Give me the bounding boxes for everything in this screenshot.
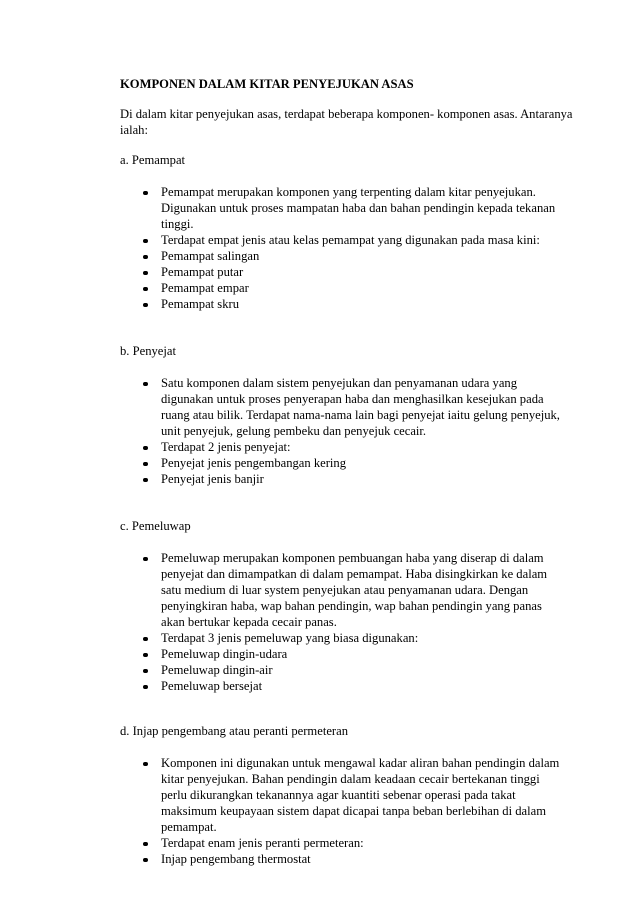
section-heading: c. Pemeluwap — [120, 519, 191, 533]
list-item — [120, 264, 561, 280]
bullet-icon — [143, 446, 148, 451]
section-heading: a. Pemampat — [120, 153, 186, 167]
list-item-text: Injap pengembang thermostat — [161, 852, 311, 866]
bullet-icon — [143, 637, 148, 642]
bullet-icon — [143, 382, 148, 387]
document-page — [120, 76, 575, 867]
section-pemampat — [120, 152, 575, 312]
bullet-icon — [143, 255, 148, 260]
list-item — [120, 232, 561, 248]
list-item-text: Pemampat salingan — [161, 249, 260, 263]
list-item — [120, 248, 561, 264]
list-item — [120, 630, 561, 646]
bullet-icon — [143, 842, 148, 847]
bullet-icon — [143, 557, 148, 562]
list-item-text: Pemeluwap merupakan komponen pembuangan haba yang diserap di dalam penyejat dan dimampatkan di dalam pemampat. Haba disingkirkan ke dalam satu medium di luar system penyejukan atau penyamanan udara. Dengan penyingkiran haba, wap bahan pendingin, wap bahan pendingin yang panas akan bertukar kepada cecair panas. — [161, 551, 548, 629]
intro-paragraph: Di dalam kitar penyejukan asas, terdapat beberapa komponen- komponen asas. Antaranya ialah: — [120, 107, 573, 137]
bullet-icon — [143, 858, 148, 863]
list-item — [120, 280, 561, 296]
section-penyejat — [120, 343, 575, 487]
list-item — [120, 439, 561, 455]
list-item — [120, 662, 561, 678]
bullet-list — [120, 375, 575, 487]
bullet-icon — [143, 303, 148, 308]
list-item — [120, 835, 561, 851]
list-item-text: Pemampat putar — [161, 265, 244, 279]
bullet-icon — [143, 287, 148, 292]
list-item — [120, 184, 561, 232]
bullet-icon — [143, 271, 148, 276]
list-item-text: Terdapat empat jenis atau kelas pemampat yang digunakan pada masa kini: — [161, 233, 540, 247]
list-item-text: Pemampat merupakan komponen yang terpenting dalam kitar penyejukan. Digunakan untuk proses mampatan haba dan bahan pendingin kepada tekanan tinggi. — [161, 185, 556, 231]
list-item-text: Penyejat jenis pengembangan kering — [161, 456, 347, 470]
bullet-icon — [143, 762, 148, 767]
bullet-list — [120, 184, 575, 312]
list-item — [120, 851, 561, 867]
list-item — [120, 646, 561, 662]
bullet-list — [120, 550, 575, 694]
section-pemeluwap — [120, 518, 575, 694]
list-item — [120, 755, 561, 835]
list-item — [120, 471, 561, 487]
section-spacer — [120, 312, 575, 343]
list-item-text: Terdapat 3 jenis pemeluwap yang biasa digunakan: — [161, 631, 419, 645]
bullet-icon — [143, 653, 148, 658]
list-item-text: Pemampat skru — [161, 297, 239, 311]
list-item-text: Pemeluwap dingin-udara — [161, 647, 288, 661]
list-item-text: Pemeluwap bersejat — [161, 679, 263, 693]
bullet-icon — [143, 478, 148, 483]
section-heading: d. Injap pengembang atau peranti permeteran — [120, 724, 348, 738]
list-item-text: Pemeluwap dingin-air — [161, 663, 273, 677]
bullet-icon — [143, 669, 148, 674]
list-item — [120, 375, 561, 439]
list-item-text: Satu komponen dalam sistem penyejukan dan penyamanan udara yang digunakan untuk proses penyerapan haba dan menghasilkan kesejukan pada ruang atau bilik. Terdapat nama-nama lain bagi penyejat iaitu gelung penyejuk, unit penyejuk, gelung pembeku dan penyejuk cecair. — [161, 376, 560, 438]
section-injap-pengembang — [120, 723, 575, 867]
bullet-icon — [143, 685, 148, 690]
list-item-text: Penyejat jenis banjir — [161, 472, 264, 486]
section-spacer — [120, 487, 575, 518]
bullet-icon — [143, 191, 148, 196]
list-item-text: Komponen ini digunakan untuk mengawal kadar aliran bahan pendingin dalam kitar penyejukan. Bahan pendingin dalam keadaan cecair bertekanan tinggi perlu dikurangkan tekanannya agar kuantiti sebenar operasi pada takat maksimum keupayaan sistem dapat dicapai tanpa beban berlebihan di dalam pemampat. — [161, 756, 560, 834]
document-title: KOMPONEN DALAM KITAR PENYEJUKAN ASAS — [120, 77, 414, 91]
section-heading: b. Penyejat — [120, 344, 176, 358]
bullet-icon — [143, 239, 148, 244]
bullet-list — [120, 755, 575, 867]
list-item — [120, 678, 561, 694]
list-item-text: Pemampat empar — [161, 281, 249, 295]
list-item — [120, 550, 561, 630]
section-spacer — [120, 694, 575, 723]
list-item-text: Terdapat 2 jenis penyejat: — [161, 440, 291, 454]
list-item — [120, 296, 561, 312]
list-item — [120, 455, 561, 471]
bullet-icon — [143, 462, 148, 467]
list-item-text: Terdapat enam jenis peranti permeteran: — [161, 836, 364, 850]
